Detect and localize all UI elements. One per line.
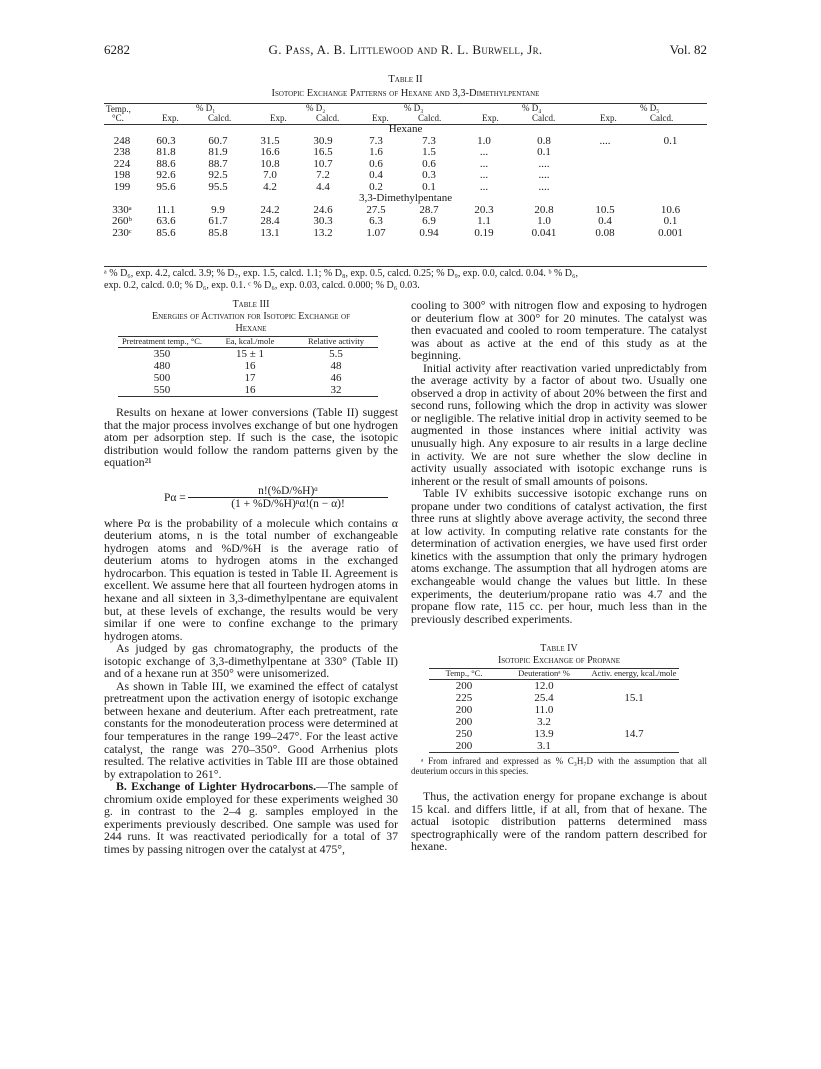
right-paragraph-2: Initial activity after reactivation varied unpredictably from the average activity by a factor of about two. Usually one observed a drop in activity of about 20% between the first and second runs, following which the drop in activity was slower or negligible. The relative initial drop in activity seemed to be augmented in those instances where initial activity was unusually high. Any exposure to air results in a large decline in activity. We are not sure whether the slow decline in activity usually associated with isotopic exchange runs is inherent or the result of small amounts of poisons. <box>411 360 707 488</box>
table2-cell <box>576 159 634 171</box>
table2-cell: 85.6 <box>156 226 176 239</box>
table2-footnote-2: exp. 0.2, calcd. 0.0; % D₆, exp. 0.1. ᶜ % D₆, exp. 0.03, calcd. 0.000; % D₆ 0.03. <box>104 280 420 291</box>
table2-head-d1: % D₁ <box>196 103 216 113</box>
table2-cell: 0.2 <box>369 180 383 193</box>
table2-body <box>104 124 707 239</box>
table2-cell: 28.4 <box>260 215 280 227</box>
table2-cell: 30.3 <box>313 215 333 227</box>
table3-cell: 46 <box>330 372 342 384</box>
table-row <box>104 205 707 217</box>
table3-cell: 550 <box>153 384 171 396</box>
table2-cell: 6.9 <box>422 215 436 227</box>
table2-cell: 248 <box>113 134 131 147</box>
table2-head-d2-calcd: Calcd. <box>316 113 340 123</box>
table2-cell: ... <box>479 157 489 170</box>
running-authors: G. Pass, A. B. Littlewood and R. L. Burwell, Jr. <box>268 42 543 57</box>
table2-cell: 60.3 <box>156 134 176 147</box>
table-row <box>104 216 707 228</box>
table2-cell: 20.8 <box>534 203 554 216</box>
table2-cell: 88.6 <box>156 157 176 170</box>
table2-cell: 16.5 <box>313 146 333 158</box>
right-paragraph-3: Table IV exhibits successive isotopic exchange runs on propane under two conditions of catalyst activation, the first three runs at slightly above average activity, the second three at low activity. In computing relative rate constants for the determination of activation energies, we have used first order kinetics with the assumption that only the primary hydrogen atoms exchange. The assumption that all hydrogen atoms are exchangeable would change the values but little. In these experiments, the deuterium/propane ratio was 4.7 and the propane flow rate, 115 cc. per hour, much less than in the previously described experiments. <box>411 486 707 626</box>
table2-cell: 24.6 <box>313 203 333 216</box>
table4-cell: 200 <box>455 680 473 693</box>
table2-cell: 10.6 <box>660 203 681 216</box>
table2-section-heading: 3,3-Dimethylpentane <box>358 192 453 204</box>
table4-footnote: ᵃ From infrared and expressed as % C₃H₇D with the assumption that all deuterium occurs in this species. <box>411 756 707 777</box>
table3-cell: 16 <box>244 384 256 396</box>
table2-section-heading: Hexane <box>388 123 423 135</box>
table2-cell: 0.3 <box>422 169 436 181</box>
table2-head-d3-calcd: Calcd. <box>418 113 442 123</box>
left-paragraph-4: As shown in Table III, we examined the effect of catalyst pretreatment upon the activation energy of isotopic exchange between hexane and deuterium. After each pretreatment, rate constants for the monodeuteration process were determined at four temperatures in the range 199–247°. For the least active catalyst, the range was 270–350°. Good Arrhenius plots resulted. The relative activities in Table III are those obtained by extrapolation to 261°. <box>104 678 398 781</box>
table2-cell: 199 <box>113 180 131 193</box>
right-paragraph-1: cooling to 300° with nitrogen flow and exposing to hydrogen or deuterium flow at 300° for 20 minutes. The catalyst was then evacuated and cooled to room temperature. The catalyst was about as active at the end of this study as at the beginning. <box>411 298 707 363</box>
table2-title: Isotopic Exchange Patterns of Hexane and 3,3-Dimethylpentane <box>271 88 540 99</box>
table-row <box>429 704 679 716</box>
table4-cell <box>589 680 679 693</box>
table3-cell: 500 <box>153 372 171 384</box>
table2-cell: 92.5 <box>208 169 228 181</box>
table2-head-d3: % D₃ <box>404 103 424 113</box>
table3-cell: 480 <box>153 360 171 372</box>
table2-cell <box>634 159 707 171</box>
table2-cell: 20.3 <box>474 203 494 216</box>
table3-cell: 17 <box>244 372 256 384</box>
table2-head-d2: % D₂ <box>306 103 326 113</box>
table2-cell: ... <box>479 146 489 158</box>
table2-label: Table II <box>388 74 423 85</box>
table4-cell: 11.0 <box>534 704 554 717</box>
table2-cell: 230ᶜ <box>112 226 132 239</box>
table2-cell: 11.1 <box>156 203 176 216</box>
table2-head-d1-exp: Exp. <box>162 113 179 123</box>
table2-cell: 92.6 <box>156 169 176 181</box>
table2-head-d5: % D₅ <box>640 103 660 113</box>
table2-cell: 7.3 <box>369 134 383 147</box>
table2-head-d4-calcd: Calcd. <box>532 113 556 123</box>
table2-cell: 224 <box>113 157 131 170</box>
table2-cell: .... <box>538 180 550 193</box>
table4-cell: 3.2 <box>537 716 551 729</box>
table2-cell: 61.7 <box>208 215 228 227</box>
table2-cell <box>576 182 634 194</box>
table2-cell: 16.6 <box>260 146 280 158</box>
table2-cell: 238 <box>113 146 131 158</box>
table3-title-2: Hexane <box>235 323 267 334</box>
equation-numerator: n!(%D/%H)ᵅ <box>188 485 388 498</box>
table-row <box>118 348 378 361</box>
table2-cell: 13.2 <box>313 226 333 239</box>
table4-cell: 12.0 <box>534 680 554 693</box>
left-paragraph-3: As judged by gas chromatography, the products of the isotopic exchange of 3,3-dimethylpentane at 330° (Table II) and of a hexane run at 350° were unisomerized. <box>104 641 398 681</box>
table4 <box>429 668 679 753</box>
table2-cell <box>634 147 707 159</box>
table2-cell: 198 <box>113 169 131 181</box>
table2-cell: 85.8 <box>208 226 228 239</box>
table2-cell: 95.5 <box>208 180 228 193</box>
table4-cell <box>589 740 679 753</box>
table2-cell: 10.7 <box>313 157 333 170</box>
table2-cell: ... <box>479 180 489 193</box>
table2-cell: 28.7 <box>419 203 439 216</box>
left-paragraph-2: where Pα is the probability of a molecule which contains α deuterium atoms, n is the total number of exchangeable hydrogen atoms and %D/%H is the average ratio of deuterium atoms to hydrogen atoms in the exchanged hydrocarbon. This equation is tested in Table II. Agreement is excellent. We assume here that all fourteen hydrogen atoms in hexane and all sixteen in 3,3-dimethylpentane are equivalent but, at these levels of exchange, the results would be very similar if one were to confine exchange to the primary hydrogen atoms. <box>104 515 398 643</box>
table3-title-1: Energies of Activation for Isotopic Exchange of <box>152 311 350 322</box>
table2-cell: 1.6 <box>369 146 383 158</box>
table2-cell: 63.6 <box>156 215 176 227</box>
table2-cell: 7.0 <box>263 169 277 181</box>
left-column <box>104 299 398 856</box>
table2-cell: 330ᵃ <box>112 203 132 216</box>
table4-label: Table IV <box>540 643 578 655</box>
table3-head-pretreatment: Pretreatment temp., °C. <box>118 337 206 348</box>
table2-cell: 81.8 <box>156 146 176 158</box>
table-row <box>429 716 679 728</box>
table3-head-activity: Relative activity <box>294 337 378 348</box>
table2-cell: 0.4 <box>598 215 612 227</box>
table2-cell: 31.5 <box>260 134 280 147</box>
left-paragraph-5-text: —The sample of chromium oxide employed for these experiments weighed 30 g. in contrast to the 2–4 g. samples employed in the experiments previously described. One sample was used for 244 runs. It was reactivated periodically for a total of 37 times by passing nitrogen over the catalyst at 475°, <box>104 779 398 856</box>
table-row <box>118 384 378 397</box>
page-number: 6282 <box>104 42 130 57</box>
table2-cell: 0.19 <box>474 226 494 239</box>
table2-cell: 1.0 <box>537 215 551 227</box>
table4-cell: 200 <box>455 740 473 753</box>
right-paragraph-4: Thus, the activation energy for propane exchange is about 15 kcal. and differs little, if at all, from that of hexane. The actual isotopic distribution patterns determined mass spectrographically were of the random pattern described for hexane. <box>411 789 707 854</box>
table2-cell: 0.1 <box>663 215 678 227</box>
table2-cell: 260ᵇ <box>112 215 132 227</box>
table4-cell: 225 <box>455 692 473 705</box>
table2-cell: 1.0 <box>477 134 491 147</box>
table2-cell: 30.9 <box>313 134 333 147</box>
table2-cell: 0.6 <box>369 157 383 170</box>
table2-cell: 1.1 <box>477 215 491 227</box>
table2-cell: 6.3 <box>369 215 383 227</box>
table2-head-d4-exp: Exp. <box>482 113 499 123</box>
table2-cell: 1.5 <box>422 146 436 158</box>
table3-cell: 16 <box>244 360 256 372</box>
table4-cell <box>589 716 679 728</box>
equation-lhs: Pα = <box>164 491 186 504</box>
table4-cell <box>589 704 679 716</box>
table4-cell: 250 <box>455 728 473 741</box>
table2-cell: 0.001 <box>658 226 683 239</box>
table2-cell <box>634 170 707 182</box>
table2-section-row <box>104 193 707 205</box>
table2-cell: 9.9 <box>211 203 225 216</box>
table4-head-temp: Temp., °C. <box>429 669 499 680</box>
table2-footnote-1: ᵃ % D₆, exp. 4.2, calcd. 3.9; % D₇, exp. 1.5, calcd. 1.1; % D₈, exp. 0.5, calcd. 0.25; % D₉, exp. 0.0, calcd. 0.04. ᵇ % D₆, <box>104 268 578 279</box>
table2-cell: 0.041 <box>531 226 557 239</box>
table3-cell: 5.5 <box>329 348 343 360</box>
table2-head-d2-exp: Exp. <box>270 113 287 123</box>
table2-cell: 60.7 <box>208 134 228 147</box>
table4-cell: 15.1 <box>624 692 644 705</box>
table4-cell: 3.1 <box>537 740 551 753</box>
table2-cell: 24.2 <box>260 203 280 216</box>
table2-cell: .... <box>538 157 550 170</box>
table2-cell <box>576 147 634 159</box>
table2-cell: 4.4 <box>316 180 330 193</box>
table2-cell: 0.08 <box>595 226 615 239</box>
table4-head-activ-energy: Activ. energy, kcal./mole <box>589 669 679 680</box>
table2-cell: 10.5 <box>595 203 615 216</box>
table-row <box>429 692 679 704</box>
table-row <box>104 159 707 171</box>
right-column <box>411 299 707 853</box>
table2-cell: 0.4 <box>369 169 383 181</box>
table-row <box>104 170 707 182</box>
table3-label: Table III <box>232 299 270 310</box>
table2-cell: 27.5 <box>366 203 386 216</box>
left-paragraph-5 <box>104 780 398 855</box>
table2-cell: 0.8 <box>537 134 551 147</box>
table3-cell: 48 <box>330 360 342 372</box>
table4-head-deuteration: Deuterationᵃ % <box>499 669 589 680</box>
table2-cell <box>576 170 634 182</box>
running-header <box>104 42 707 60</box>
table2-head-d4: % D₄ <box>522 103 542 113</box>
table2-head-d1-calcd: Calcd. <box>208 113 232 123</box>
table2-cell: 1.07 <box>366 226 386 239</box>
table2-cell: 13.1 <box>260 226 280 239</box>
table2-cell <box>634 182 707 194</box>
table2-cell: 10.8 <box>260 157 280 170</box>
table2-cell: 4.2 <box>263 180 277 193</box>
table4-cell: 14.7 <box>624 728 644 741</box>
table2-cell: 0.1 <box>422 180 436 193</box>
table2-head-temp-2: °C. <box>112 113 124 123</box>
table-row <box>104 136 707 148</box>
table2-cell: 0.6 <box>422 157 436 170</box>
table-row <box>429 740 679 753</box>
table-row <box>429 680 679 693</box>
table2-cell: ... <box>479 169 489 181</box>
table2-cell: 88.7 <box>208 157 228 170</box>
table2-cell: 0.1 <box>537 146 551 158</box>
table2-head-d5-calcd: Calcd. <box>650 113 674 123</box>
table-row <box>118 372 378 384</box>
probability-equation <box>104 485 398 511</box>
table2-header <box>104 103 707 125</box>
left-paragraph-1: Results on hexane at lower conversions (Table II) suggest that the major process involves exchange of but one hydrogen atom per adsorption step. If such is the case, the isotopic distribution would follow the random patterns given by the equation²¹ <box>104 405 398 470</box>
table2-caption <box>104 73 707 101</box>
table-row <box>104 147 707 159</box>
table2-head-d5-exp: Exp. <box>600 113 617 123</box>
table2-cell: 81.9 <box>208 146 228 158</box>
table4-cell: 13.9 <box>534 728 554 741</box>
table2-grid <box>104 124 707 239</box>
table2-cell: 7.2 <box>316 169 330 181</box>
section-heading-b: B. Exchange of Lighter Hydrocarbons. <box>116 779 317 794</box>
table2-section-row <box>104 124 707 136</box>
table2-head-temp-1: Temp., <box>106 104 131 114</box>
table-row <box>118 360 378 372</box>
table2-cell: .... <box>538 169 550 181</box>
table4-cell: 25.4 <box>534 692 554 705</box>
table3-head-ea: Ea, kcal./mole <box>206 337 294 348</box>
table2-cell: 0.1 <box>663 134 678 147</box>
table4-cell: 200 <box>455 716 473 729</box>
table2-head-d3-exp: Exp. <box>372 113 389 123</box>
table3-cell: 350 <box>153 348 171 360</box>
equation-denominator: (1 + %D/%H)ⁿα!(n − α)! <box>231 497 345 510</box>
table4-cell: 200 <box>455 704 473 717</box>
table2-cell: 0.94 <box>419 226 439 239</box>
table3-caption <box>104 299 398 335</box>
table2-cell: 95.6 <box>156 180 176 193</box>
table3 <box>118 336 378 397</box>
table4-title: Isotopic Exchange of Propane <box>497 655 621 667</box>
table4-caption <box>411 643 707 667</box>
table2-cell: .... <box>599 134 611 147</box>
table-row <box>429 728 679 740</box>
volume-label: Vol. 82 <box>669 42 707 57</box>
equation-fraction <box>188 485 388 510</box>
table3-cell: 15 ± 1 <box>235 348 265 360</box>
table2-footnotes <box>104 266 707 292</box>
table2-cell: 7.3 <box>422 134 436 147</box>
table-row <box>104 228 707 240</box>
table3-cell: 32 <box>330 384 342 396</box>
